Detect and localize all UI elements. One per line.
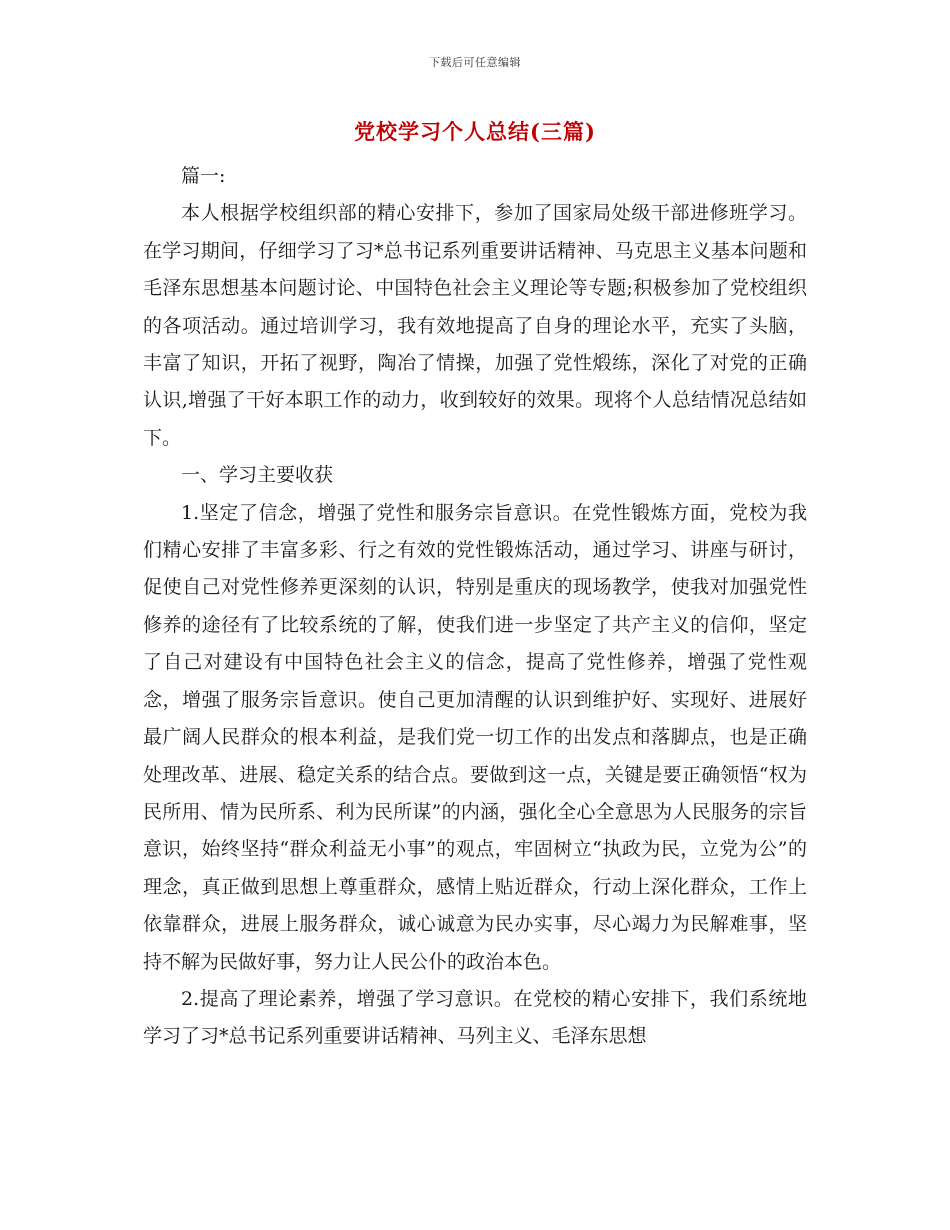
point-2-paragraph: 2.提高了理论素养，增强了学习意识。在党校的精心安排下，我们系统地学习了习*总书记系列重要讲话精神、马列主义、毛泽东思想 [143,987,807,1048]
section-label: 篇一: [181,165,226,187]
header-note: 下载后可任意编辑 [429,56,521,69]
point-1-paragraph: 1.坚定了信念，增强了党性和服务宗旨意识。在党性锻炼方面，党校为我们精心安排了丰富多彩、行之有效的党性锻炼活动，通过学习、讲座与研讨，促使自己对党性修养更深刻的认识，特别是重庆的现场教学，使我对加强党性修养的途径有了比较系统的了解，使我们进一步坚定了共产主义的信仰，坚定了自己对建设有中国特色社会主义的信念，提高了党性修养，增强了党性观念，增强了服务宗旨意识。使自己更加清醒的认识到维护好、实现好、进展好最广阔人民群众的根本利益，是我们党一切工作的出发点和落脚点，也是正确处理改革、进展、稳定关系的结合点。要做到这一点，关键是要正确领悟“权为民所用、情为民所系、利为民所谋”的内涵，强化全心全意思为人民服务的宗旨意识，始终坚持“群众利益无小事”的观点，牢固树立“执政为民，立党为公”的理念，真正做到思想上尊重群众，感情上贴近群众，行动上深化群众，工作上依靠群众，进展上服务群众，诚心诚意为民办实事，尽心竭力为民解难事，坚持不解为民做好事，努力让人民公仆的政治本色。 [143,501,807,973]
intro-paragraph: 本人根据学校组织部的精心安排下，参加了国家局处级干部进修班学习。在学习期间，仔细学习了习*总书记系列重要讲话精神、马克思主义基本问题和毛泽东思想基本问题讨论、中国特色社会主义理论等专题;积极参加了党校组织的各项活动。通过培训学习，我有效地提高了自身的理论水平，充实了头脑，丰富了知识，开拓了视野，陶冶了情操，加强了党性煅练，深化了对党的正确认识,增强了干好本职工作的动力，收到较好的效果。现将个人总结情况总结如下。 [143,202,807,449]
document-body [143,158,807,1056]
document-title: 党校学习个人总结(三篇) [354,119,596,144]
section-heading: 一、学习主要收获 [181,464,334,487]
